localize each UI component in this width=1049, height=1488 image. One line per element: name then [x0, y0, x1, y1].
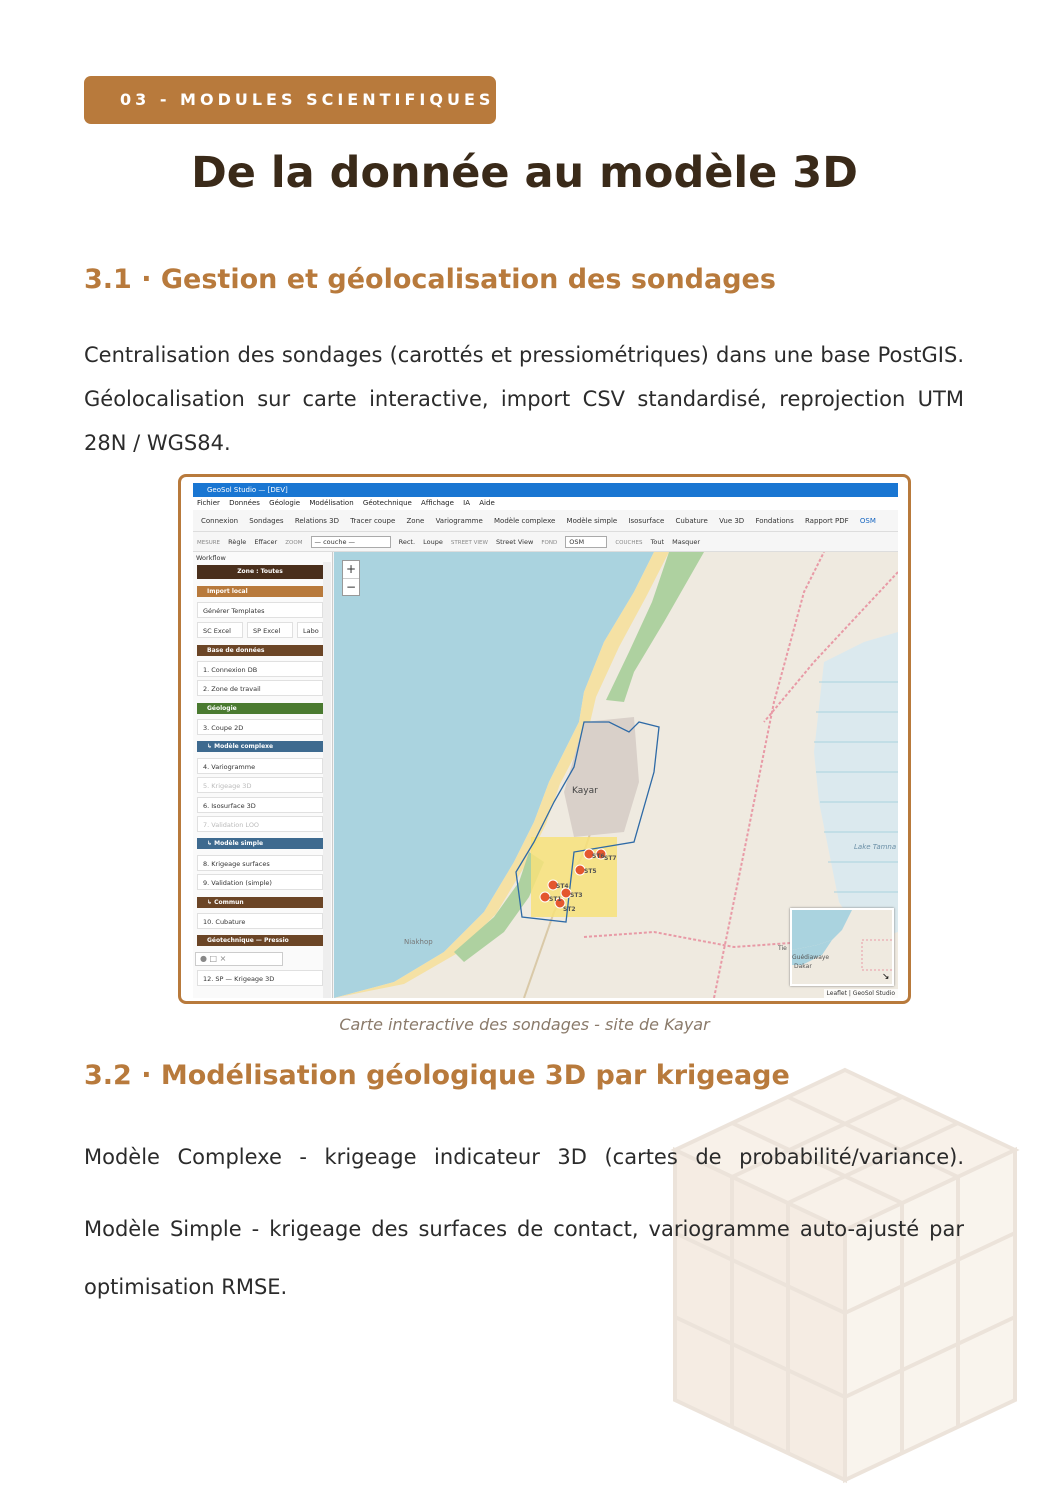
geotech-header: Géotechnique — Pressio: [197, 935, 323, 946]
minimap-base: [792, 910, 894, 986]
sp-krigeage-button[interactable]: 12. SP — Krigeage 3D: [197, 970, 323, 986]
cubature-button[interactable]: 10. Cubature: [197, 913, 323, 929]
section-heading-2: 3.2 · Modélisation géologique 3D par krigeage: [84, 1060, 790, 1091]
toolbar-button[interactable]: Zone: [406, 517, 425, 525]
mini-window-controls[interactable]: ● □ ×: [195, 952, 283, 966]
map-view[interactable]: [334, 552, 898, 998]
labo-button[interactable]: Labo: [297, 622, 323, 638]
app-screenshot: [178, 474, 911, 1004]
main-toolbar: [193, 510, 898, 532]
isosurface-button[interactable]: 6. Isosurface 3D: [197, 797, 323, 813]
minimap[interactable]: [790, 908, 894, 986]
section-text-1: Centralisation des sondages (carottés et pressiométriques) dans une base PostGIS. Géolocalisation sur carte interactive, import CSV standardisé, reprojection UTM 28N / WGS84.: [84, 343, 964, 455]
page-title: De la donnée au modèle 3D: [191, 148, 858, 198]
workflow-label: Workflow: [196, 554, 226, 562]
map-tie-label: Tie: [778, 945, 787, 952]
city-label: Kayar: [572, 786, 598, 796]
loupe-button[interactable]: Loupe: [423, 538, 443, 546]
menu-item[interactable]: Données: [229, 499, 260, 507]
geologie-header: Géologie: [197, 703, 323, 714]
station-label: ST5: [584, 868, 597, 875]
station-label: ST3: [570, 892, 583, 899]
toolbar-button[interactable]: Modèle simple: [566, 517, 618, 525]
masquer-button[interactable]: Masquer: [672, 538, 701, 546]
menu-item[interactable]: Fichier: [197, 499, 220, 507]
toolbar-button[interactable]: Sondages: [249, 517, 284, 525]
modele-simple-header: ↳ Modèle simple: [197, 838, 323, 849]
zone-travail-button[interactable]: 2. Zone de travail: [197, 680, 323, 696]
station-label: ST4: [556, 883, 569, 890]
regle-button[interactable]: Règle: [228, 538, 247, 546]
menu-item[interactable]: Modélisation: [309, 499, 354, 507]
menu-item[interactable]: Affichage: [421, 499, 454, 507]
toolbar-button[interactable]: Isosurface: [628, 517, 665, 525]
toolbar-button[interactable]: Vue 3D: [719, 517, 745, 525]
app-menubar: [193, 497, 898, 510]
validation-loo-button[interactable]: 7. Validation LOO: [197, 816, 323, 832]
krigeage-surfaces-button[interactable]: 8. Krigeage surfaces: [197, 855, 323, 871]
zone-button[interactable]: Zone : Toutes: [197, 565, 323, 579]
modele-complexe-header: ↳ Modèle complexe: [197, 741, 323, 752]
mesure-label: MESURE: [197, 540, 221, 546]
connexion-db-button[interactable]: 1. Connexion DB: [197, 661, 323, 677]
sidebar-scrollbar[interactable]: [323, 562, 331, 998]
street-view-button[interactable]: Street View: [496, 538, 534, 546]
toolbar-button[interactable]: Modèle complexe: [494, 517, 556, 525]
figure-caption: Carte interactive des sondages - site de Kayar: [339, 1015, 710, 1034]
station-label: ST6: [592, 853, 605, 860]
street-view-label: STREET VIEW: [450, 540, 488, 546]
expand-icon[interactable]: ↘: [882, 972, 890, 982]
couche-select[interactable]: — couche —: [311, 536, 391, 548]
menu-item[interactable]: Géotechnique: [362, 499, 412, 507]
rect-checkbox[interactable]: Rect.: [398, 538, 416, 546]
zoom-in-button[interactable]: +: [343, 561, 359, 579]
section-text-2b: Modèle Simple - krigeage des surfaces de contact, variogramme auto-ajusté par optimisation RMSE.: [84, 1217, 964, 1299]
menu-item[interactable]: IA: [463, 499, 471, 507]
base-header: Base de données: [197, 645, 323, 656]
minimap-dakar-label: Dakar: [794, 963, 812, 970]
toolbar-button[interactable]: Tracer coupe: [350, 517, 396, 525]
app-titlebar: GeoSol Studio — [DEV]: [193, 483, 898, 497]
effacer-button[interactable]: Effacer: [254, 538, 278, 546]
station-label: ST2: [563, 906, 576, 913]
krigeage3d-button[interactable]: 5. Krigeage 3D: [197, 777, 323, 793]
toolbar-button[interactable]: Fondations: [755, 517, 794, 525]
sp-excel-button[interactable]: SP Excel: [247, 622, 293, 638]
section-text-2a: Modèle Complexe - krigeage indicateur 3D (cartes de probabilité/variance).: [84, 1145, 964, 1169]
toolbar-button[interactable]: Cubature: [675, 517, 708, 525]
toolbar-button[interactable]: Rapport PDF: [804, 517, 849, 525]
map-toolbar: [193, 532, 898, 552]
fond-label: FOND: [541, 540, 558, 546]
validation-simple-button[interactable]: 9. Validation (simple): [197, 874, 323, 890]
tout-button[interactable]: Tout: [650, 538, 665, 546]
section-tag: 03 - MODULES SCIENTIFIQUES: [84, 76, 496, 124]
toolbar-button[interactable]: Connexion: [201, 517, 239, 525]
minimap-guediawaye-label: Guédiawaye: [792, 954, 830, 961]
menu-item[interactable]: Aide: [479, 499, 495, 507]
sc-excel-button[interactable]: SC Excel: [197, 622, 243, 638]
variogramme-button[interactable]: 4. Variogramme: [197, 758, 323, 774]
generer-templates-button[interactable]: Générer Templates: [197, 602, 323, 618]
import-local-header: Import local: [197, 586, 323, 597]
coupe-button[interactable]: 3. Coupe 2D: [197, 719, 323, 735]
zoom-out-button[interactable]: −: [345, 580, 357, 594]
commun-header: ↳ Commun: [197, 897, 323, 908]
workflow-sidebar: [193, 552, 333, 998]
station-label: ST1: [549, 896, 562, 903]
zoom-label: ZOOM: [285, 540, 303, 546]
menu-item[interactable]: Géologie: [269, 499, 301, 507]
toolbar-button[interactable]: Relations 3D: [294, 517, 340, 525]
zoom-control: [342, 560, 360, 596]
section-heading-1: 3.1 · Gestion et géolocalisation des sondages: [84, 264, 776, 295]
town-label: Niakhop: [404, 938, 433, 946]
station-label: ST7: [604, 855, 617, 862]
fond-select[interactable]: OSM: [565, 536, 607, 548]
toolbar-button[interactable]: OSM: [859, 517, 876, 525]
lake-label: Lake Tamna: [854, 843, 897, 851]
map-attribution[interactable]: Leaflet | GeoSol Studio: [824, 989, 898, 998]
toolbar-button[interactable]: Variogramme: [435, 517, 483, 525]
couches-label: COUCHES: [615, 540, 643, 546]
